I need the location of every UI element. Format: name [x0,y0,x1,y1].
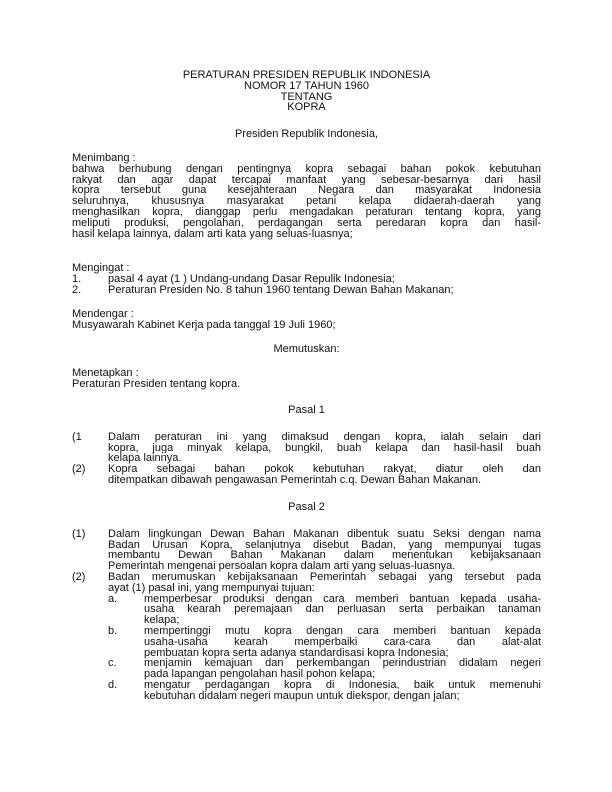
text-line: membantu Dewan Bahan Makanan dalam menentukan kebijaksanaan [108,550,541,562]
text-line: usaha kearah peremajaan dan perluasan serta perbaikan tanaman [144,604,541,616]
text-line: Peraturan Presiden tentang kopra. [72,377,241,390]
sub-item-letter: a. [108,592,118,605]
text-line: menghasilkan kopra, dianggap perlu mengadakan peraturan tentang kopra, yang [72,206,541,218]
text-line: ayat (1) pasal ini, yang mempunyai tujuan: [108,581,315,594]
text-line: kelapa lainnya. [108,452,182,465]
pasal-heading: Pasal 1 [288,404,325,416]
text-line: Badan merumuskan kebijaksanaan Pemerintah sebagai yang tersebut pada [108,571,541,583]
mendengar-section [72,309,541,331]
menetapkan-section [72,368,541,390]
text-line: menjamin kemajuan dan perkembangan perindustrian didalam negeri [144,658,541,670]
text-line: meliputi produksi, pengolahan, perdagangan serta peredaran kopra dan hasil- [72,217,541,229]
title-line: NOMOR 17 TAHUN 1960 [244,79,369,92]
sub-item-a [108,594,541,626]
title-line: KOPRA [287,101,326,114]
sub-item-letter: d. [108,678,118,691]
text-line: Pemerintah mengenai persoalan kopra dalam arti yang seluas-luasnya. [108,560,456,573]
item-number: 2. [72,283,82,296]
pasal-heading: Pasal 2 [288,501,325,513]
text-line: ditempatkan dibawah pengawasan Pemerintah c.q. Dewan Bahan Makanan. [108,473,482,486]
section-label: Mendengar : [72,308,134,320]
section-label: Menimbang : [72,152,136,164]
title-line: TENTANG [280,90,333,103]
item-number: (2) [72,463,86,476]
text-line: Dalam lingkungan Dewan Bahan Makanan dibentuk suatu Seksi dengan nama [108,528,541,540]
sub-item-c [108,658,541,680]
text-line: bahwa berhubung dengan pentingnya kopra sebagai bahan pokok kebutuhan [72,163,541,175]
sub-item-b [108,626,541,658]
pasal-1 [72,405,541,486]
text-line: Dalam peraturan ini yang dimaksud dengan kopra, ialah selain dari [108,431,541,443]
text-line: kelapa; [144,614,180,627]
text-line: pada lapangan pengolahan hasil pohon kelapa; [144,668,376,681]
item-number: (1 [72,430,82,443]
sub-item-letter: b. [108,624,118,637]
pasal-2 [72,502,541,702]
text-line: hasil kelapa lainnya, dalam arti kata yang seluas-luasnya; [72,227,353,240]
text-line: pasal 4 ayat (1 ) Undang-undang Dasar Repulik Indonesia; [108,272,395,285]
sub-item-d [108,680,541,702]
text-line: kopra, juga minyak kelapa, bungkil, buah kelapa dan hasil-hasil buah [108,442,541,454]
text-line: Musyawarah Kabinet Kerja pada tanggal 19 Juli 1960; [72,318,336,331]
sub-item-letter: c. [108,657,117,670]
section-label: Menetapkan : [72,367,139,379]
document-title [72,70,541,113]
text-line: usaha-usaha kearah memperbaiki cara-cara dan alat-alat [144,636,541,648]
text-line: rakyat dan agar dapat tercapai manfaat yang sebesar-besarnya dari hasil [72,174,541,186]
text-line: kebutuhan didalam negeri maupun untuk diekspor, dengan jalan; [144,689,460,702]
text-line: memperbesar produksi dengan cara memberi bantuan kepada usaha- [144,593,541,605]
title-line: PERATURAN PRESIDEN REPUBLIK INDONESIA [182,69,431,81]
item-number: 1. [72,272,82,285]
section-label: Mengingat : [72,262,130,274]
text-line: mempertinggi mutu kopra dengan cara memberi bantuan kepada [144,625,541,637]
preamble: Presiden Republik Indonesia, [234,128,379,140]
item-number: (1) [72,527,86,540]
text-line: Kopra sebagai bahan pokok kebutuhan rakyat, diatur oleh dan [108,464,541,475]
text-line: Badan Urusan Kopra, selanjutnya disebut Badan, yang mempunyai tugas [108,539,541,551]
menimbang-section [72,153,541,239]
text-line: seluruhnya, khususnya masyarakat petani kelapa didaerah-daerah yang [72,196,541,207]
mengingat-section [72,263,541,295]
item-number: (2) [72,570,86,583]
text-line: pembuatan kopra serta adanya standardisasi kopra Indonesia; [144,646,449,659]
text-line: kopra tersebut guna kesejahteraan Negara dan masyarakat Indonesia [72,185,541,197]
text-line: mengatur perdagangan kopra di Indonesia, baik untuk memenuhi [144,679,541,691]
text-line: Peraturan Presiden No. 8 tahun 1960 tentang Dewan Bahan Makanan; [108,283,454,296]
memutuskan-heading: Memutuskan: [273,343,340,355]
